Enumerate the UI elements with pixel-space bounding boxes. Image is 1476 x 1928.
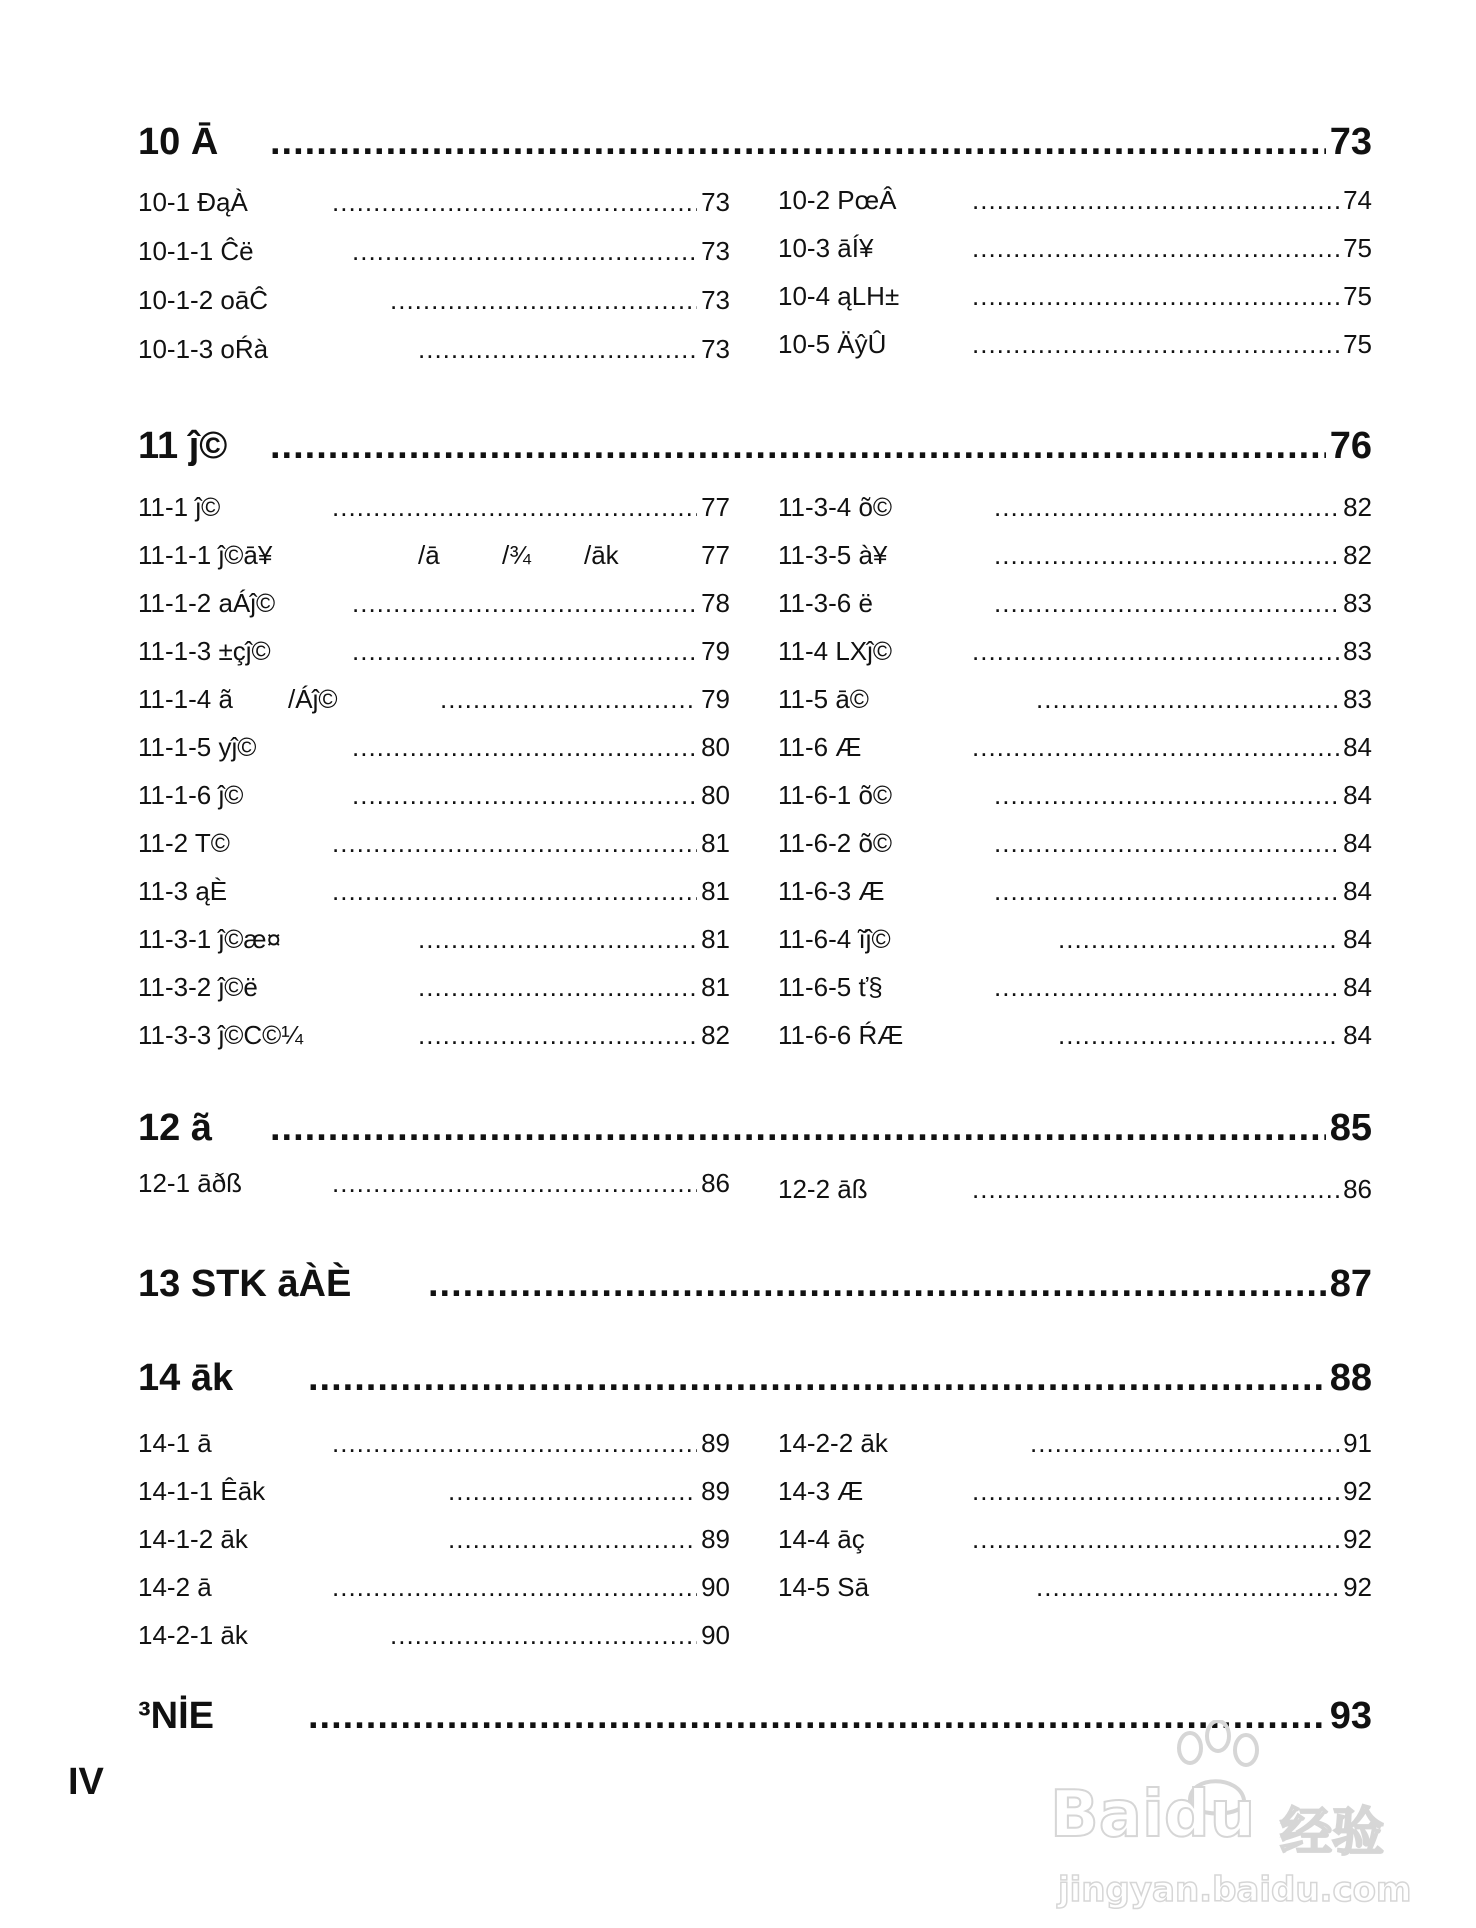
entry-page: 86	[701, 1168, 730, 1198]
entry-page: 89	[701, 1428, 730, 1458]
entry-label: 11-3 ąÈ	[138, 876, 228, 906]
heading-title: 10 Ā	[138, 121, 219, 163]
heading-title: 11 ĵ©	[138, 425, 228, 467]
toc-entry[interactable]	[138, 236, 730, 266]
toc-entry[interactable]	[778, 492, 1372, 522]
entry-label: 11-1-4 ã	[138, 684, 233, 714]
toc-entry[interactable]	[138, 924, 730, 954]
toc-entry[interactable]	[778, 1020, 1372, 1050]
entry-label: 11-1-6 ĵ©	[138, 780, 244, 810]
entry-label: 14-2-2 āk	[778, 1428, 888, 1458]
leader-dots	[1036, 684, 1339, 714]
entry-page: 83	[1343, 636, 1372, 666]
entry-page: 77	[701, 540, 730, 570]
heading-page: 87	[1329, 1263, 1372, 1305]
toc-entry[interactable]	[778, 233, 1372, 263]
entry-label: 11-2 T©	[138, 828, 230, 858]
entry-page: 81	[701, 828, 730, 858]
leader-dots	[994, 972, 1339, 1002]
leader-dots	[352, 588, 697, 618]
entry-label: 11-6 Æ	[778, 732, 862, 762]
leader-dots	[994, 828, 1339, 858]
entry-label: 11-3-5 à¥	[778, 540, 888, 570]
heading-page: 73	[1329, 121, 1372, 163]
toc-entry[interactable]	[138, 1168, 730, 1198]
leader-dots	[448, 1476, 697, 1506]
entry-page: 83	[1343, 588, 1372, 618]
leader-dots	[418, 924, 697, 954]
entry-extra: /Áĵ©	[288, 684, 338, 714]
leader-dots	[994, 780, 1339, 810]
heading-page: 88	[1329, 1357, 1372, 1399]
leader-dots	[270, 424, 1326, 468]
leader-dots	[448, 1524, 697, 1554]
entry-page: 82	[1343, 540, 1372, 570]
entry-label: 11-6-1 õ©	[778, 780, 893, 810]
entry-page: 75	[1343, 233, 1372, 263]
page-number: IV	[68, 1761, 104, 1803]
entry-label: 14-1 ā	[138, 1428, 212, 1458]
entry-page: 73	[701, 236, 730, 266]
heading-title: ³NİE	[138, 1695, 214, 1737]
entry-label: 11-4 LXĵ©	[778, 636, 893, 666]
leader-dots	[332, 828, 697, 858]
watermark-brand-bai: Bai	[1050, 1778, 1164, 1852]
entry-label: 10-5 ÄŷÛ	[778, 329, 887, 359]
leader-dots	[332, 1168, 697, 1198]
leader-dots	[1030, 1428, 1339, 1458]
watermark-brand	[1050, 1778, 1255, 1852]
leader-dots	[428, 1262, 1326, 1306]
leader-dots	[332, 492, 697, 522]
entry-page: 77	[701, 492, 730, 522]
toc-entry[interactable]	[778, 876, 1372, 906]
entry-page: 78	[701, 588, 730, 618]
heading-page: 76	[1329, 425, 1372, 467]
toc-entry[interactable]	[138, 187, 730, 217]
entry-page: 84	[1343, 924, 1372, 954]
section-heading	[138, 1356, 1372, 1400]
heading-page: 93	[1329, 1695, 1372, 1737]
entry-page: 84	[1343, 972, 1372, 1002]
entry-label: 14-3 Æ	[778, 1476, 864, 1506]
leader-dots	[418, 1020, 697, 1050]
toc-entry[interactable]	[778, 1428, 1372, 1458]
toc-entry[interactable]	[138, 1620, 730, 1650]
entry-page: 81	[701, 876, 730, 906]
entry-label: 10-1-1 Ĉë	[138, 236, 254, 266]
leader-dots	[270, 120, 1326, 164]
entry-page: 89	[701, 1524, 730, 1554]
baidu-watermark	[1050, 1720, 1410, 1920]
heading-title: 14 āk	[138, 1357, 234, 1399]
leader-dots	[418, 334, 697, 364]
entry-page: 81	[701, 972, 730, 1002]
toc-entry[interactable]	[138, 588, 730, 618]
leader-dots	[440, 684, 697, 714]
toc-entry[interactable]	[138, 780, 730, 810]
toc-entry[interactable]	[778, 972, 1372, 1002]
toc-entry[interactable]	[138, 492, 730, 522]
entry-label: 12-2 āß	[778, 1174, 868, 1204]
toc-entry[interactable]	[778, 1524, 1372, 1554]
toc-entry[interactable]	[778, 1572, 1372, 1602]
leader-dots	[994, 492, 1339, 522]
entry-label: 11-3-3 ĵ©C©¼	[138, 1020, 304, 1050]
entry-label: 11-1-1 ĵ©ā¥	[138, 540, 273, 570]
section-heading	[138, 1262, 1372, 1306]
watermark-brand-du: du	[1163, 1778, 1256, 1852]
toc-entry[interactable]	[778, 636, 1372, 666]
entry-label: 14-2 ā	[138, 1572, 212, 1602]
leader-dots	[1036, 1572, 1339, 1602]
leader-dots	[352, 636, 697, 666]
entry-page: 73	[701, 187, 730, 217]
leader-dots	[270, 1106, 1326, 1150]
leader-dots	[332, 1428, 697, 1458]
leader-dots	[994, 588, 1339, 618]
entry-label: 14-5 Sā	[778, 1572, 870, 1602]
leader-dots	[332, 187, 697, 217]
entry-label: 10-1-2 oāĈ	[138, 285, 269, 315]
entry-page: 86	[1343, 1174, 1372, 1204]
toc-entry[interactable]	[778, 185, 1372, 215]
leader-dots	[972, 185, 1339, 215]
entry-page: 92	[1343, 1524, 1372, 1554]
entry-page: 90	[701, 1572, 730, 1602]
entry-page: 90	[701, 1620, 730, 1650]
entry-label: 10-1 ĐąÀ	[138, 187, 248, 217]
leader-dots	[332, 876, 697, 906]
entry-label: 14-1-1 Êāk	[138, 1476, 266, 1506]
toc-entry[interactable]	[138, 540, 730, 570]
entry-label: 11-1 ĵ©	[138, 492, 221, 522]
entry-page: 92	[1343, 1476, 1372, 1506]
leader-dots	[972, 732, 1339, 762]
toc-entry[interactable]	[138, 684, 730, 714]
entry-label: 11-3-2 ĵ©ë	[138, 972, 258, 1002]
entry-page: 79	[701, 636, 730, 666]
toc-entry[interactable]	[138, 732, 730, 762]
toc-entry[interactable]	[138, 636, 730, 666]
entry-label: 11-1-2 aÁĵ©	[138, 588, 276, 618]
toc-entry[interactable]	[138, 828, 730, 858]
entry-page: 73	[701, 285, 730, 315]
entry-extra: /āk	[584, 540, 619, 570]
toc-entry[interactable]	[778, 684, 1372, 714]
heading-title: 13 STK āÀÈ	[138, 1263, 352, 1305]
watermark-cn: 经验	[1280, 1803, 1385, 1863]
heading-page: 85	[1329, 1107, 1372, 1149]
leader-dots	[352, 236, 697, 266]
entry-label: 11-6-4 ĩĵ©	[778, 924, 891, 954]
entry-page: 82	[1343, 492, 1372, 522]
entry-page: 82	[701, 1020, 730, 1050]
entry-label: 10-4 ąLH±	[778, 281, 900, 311]
entry-label: 11-5 ā©	[778, 684, 869, 714]
section-heading	[138, 120, 1372, 164]
leader-dots	[418, 972, 697, 1002]
leader-dots	[972, 636, 1339, 666]
leader-dots	[390, 1620, 697, 1650]
toc-entry[interactable]	[778, 1476, 1372, 1506]
leader-dots	[972, 233, 1339, 263]
entry-label: 10-2 PœÂ	[778, 185, 897, 215]
toc-entry[interactable]	[778, 540, 1372, 570]
leader-dots	[352, 732, 697, 762]
entry-label: 11-1-5 yĵ©	[138, 732, 257, 762]
toc-entry[interactable]	[138, 1476, 730, 1506]
entry-page: 91	[1343, 1428, 1372, 1458]
entry-label: 11-6-2 õ©	[778, 828, 893, 858]
leader-dots	[1058, 924, 1339, 954]
leader-dots	[972, 1174, 1339, 1204]
toc-entry[interactable]	[138, 1428, 730, 1458]
heading-title: 12 ã	[138, 1107, 212, 1149]
entry-label: 11-6-5 ť§	[778, 972, 883, 1002]
entry-label: 14-4 āç	[778, 1524, 865, 1554]
entry-page: 83	[1343, 684, 1372, 714]
entry-label: 11-3-6 ë	[778, 588, 873, 618]
leader-dots	[308, 1356, 1326, 1400]
toc-entry[interactable]	[778, 732, 1372, 762]
toc-entry[interactable]	[778, 780, 1372, 810]
entry-label: 14-2-1 āk	[138, 1620, 248, 1650]
leader-dots	[332, 1572, 697, 1602]
entry-label: 11-1-3 ±çĵ©	[138, 636, 271, 666]
entry-label: 10-1-3 oŔà	[138, 334, 269, 364]
section-heading	[138, 424, 1372, 468]
leader-dots	[972, 1476, 1339, 1506]
entry-page: 92	[1343, 1572, 1372, 1602]
leader-dots	[352, 780, 697, 810]
entry-page: 75	[1343, 329, 1372, 359]
toc-entry[interactable]	[138, 334, 730, 364]
entry-page: 81	[701, 924, 730, 954]
entry-label: 11-6-3 Æ	[778, 876, 885, 906]
entry-page: 84	[1343, 828, 1372, 858]
entry-page: 84	[1343, 876, 1372, 906]
leader-dots	[1058, 1020, 1339, 1050]
section-heading	[138, 1106, 1372, 1150]
entry-page: 73	[701, 334, 730, 364]
toc-entry[interactable]	[138, 876, 730, 906]
entry-page: 84	[1343, 780, 1372, 810]
entry-extra: /¾	[502, 540, 531, 570]
leader-dots	[972, 329, 1339, 359]
toc-entry[interactable]	[778, 828, 1372, 858]
entry-label: 10-3 āÍ¥	[778, 233, 874, 263]
toc-entry[interactable]	[778, 588, 1372, 618]
entry-page: 80	[701, 732, 730, 762]
toc-entry[interactable]	[778, 924, 1372, 954]
leader-dots	[972, 281, 1339, 311]
entry-label: 11-3-4 õ©	[778, 492, 893, 522]
toc-entry[interactable]	[138, 1020, 730, 1050]
entry-page: 89	[701, 1476, 730, 1506]
entry-label: 11-6-6 ŔÆ	[778, 1020, 904, 1050]
entry-page: 84	[1343, 1020, 1372, 1050]
entry-extra: /ā	[418, 540, 440, 570]
entry-page: 80	[701, 780, 730, 810]
toc-entry[interactable]	[138, 1524, 730, 1554]
leader-dots	[994, 540, 1339, 570]
leader-dots	[994, 876, 1339, 906]
entry-page: 84	[1343, 732, 1372, 762]
toc-entry[interactable]	[138, 1572, 730, 1602]
entry-page: 75	[1343, 281, 1372, 311]
toc-entry[interactable]	[138, 972, 730, 1002]
toc-entry[interactable]	[778, 1174, 1372, 1204]
entry-label: 11-3-1 ĵ©æ¤	[138, 924, 281, 954]
entry-label: 14-1-2 āk	[138, 1524, 248, 1554]
toc-entry[interactable]	[138, 285, 730, 315]
toc-entry[interactable]	[778, 281, 1372, 311]
entry-page: 74	[1343, 185, 1372, 215]
toc-entry[interactable]	[778, 329, 1372, 359]
watermark-url: jingyan.baidu.com	[1058, 1870, 1412, 1910]
leader-dots	[390, 285, 697, 315]
entry-page: 79	[701, 684, 730, 714]
leader-dots	[972, 1524, 1339, 1554]
entry-label: 12-1 āðß	[138, 1168, 243, 1198]
